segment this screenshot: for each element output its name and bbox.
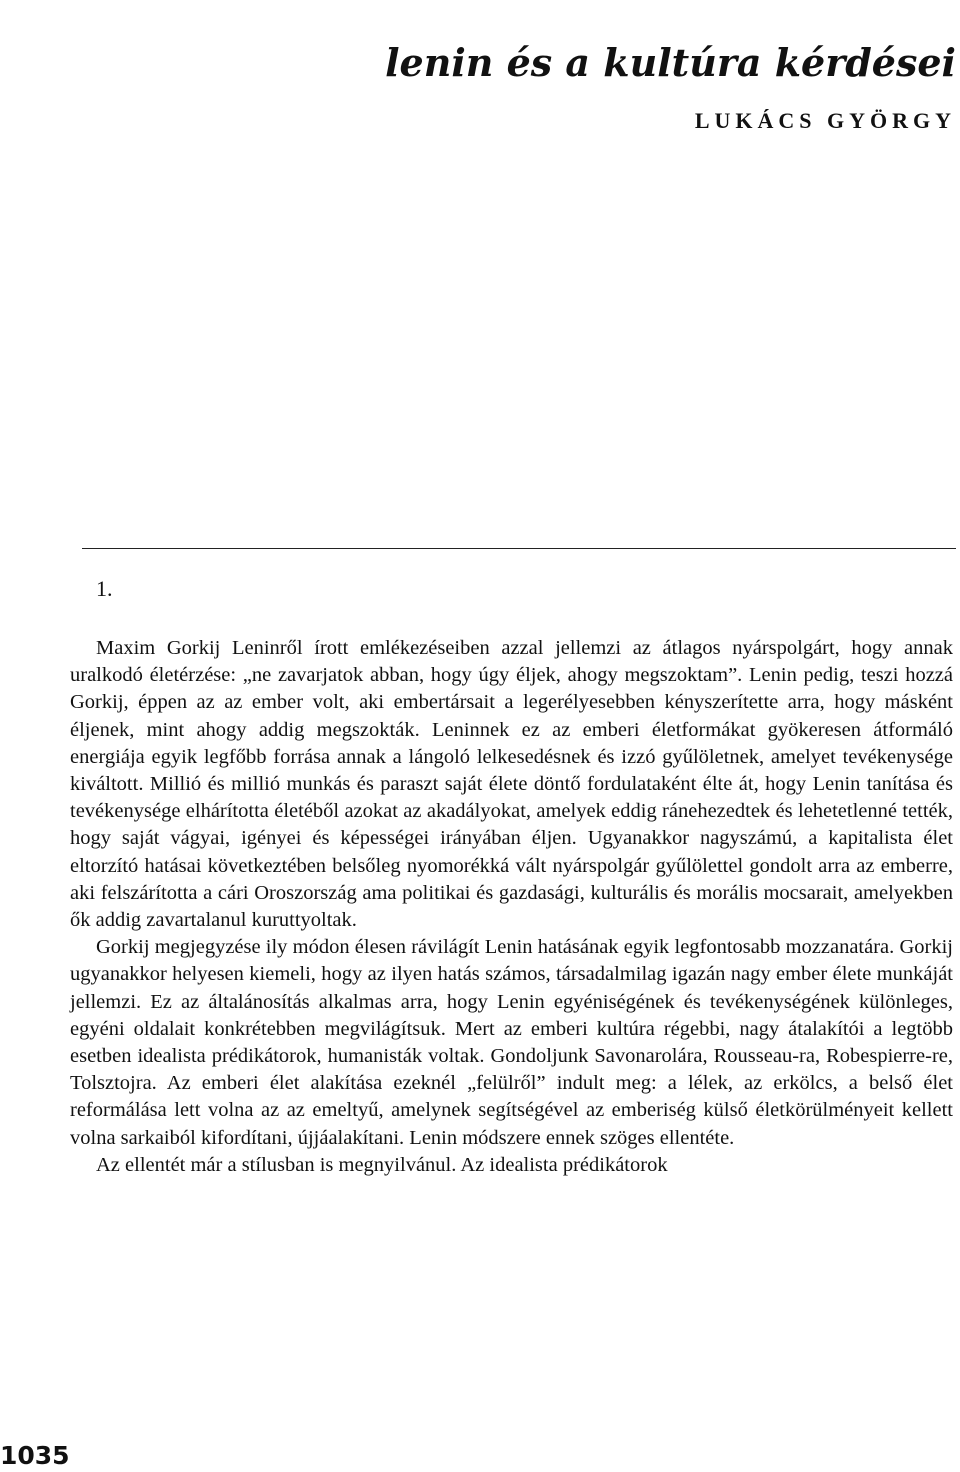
- header-divider: [82, 548, 956, 549]
- article-body: [70, 635, 953, 1179]
- paragraph-2: Gorkij megjegyzése ily módon élesen rávilágít Lenin hatásának egyik legfontosabb mozzanatára. Gorkij ugyanakkor helyesen kiemeli, hogy az ilyen hatás számos, társadalmilag igazán nagy ember élete munkáját jellemzi. Ez az általánosítás alkalmas arra, hogy Lenin egyéniségének és tevékenységének különleges, egyéni oldalait konkrétebben megvilágítsuk. Mert az emberi kultúra régebbi, nagy átalakítói a legtöbb esetben idealista prédikátorok, humanisták voltak. Gondoljunk Savonarolára, Rousseau-ra, Robespierre-re, Tolsztojra. Az emberi élet alakítása ezeknél „felülről” indult meg: a lélek, az erkölcs, a belső élet reformálása lett volna az az emeltyű, amelynek segítségével az emberiség külső életkörülményeit kellett volna sarkaiból kifordítani, újjáalakítani. Lenin módszere ennek szöges ellentéte.: [70, 936, 953, 1149]
- paragraph-1: Maxim Gorkij Leninről írott emlékezéseiben azzal jellemzi az átlagos nyárspolgárt, hogy annak uralkodó életérzése: „ne zavarjatok abban, hogy úgy éljek, ahogy megszoktam”. Lenin pedig, teszi hozzá Gorkij, éppen az az ember volt, aki embertársait a legerélyesebben kényszerítette arra, hogy másként éljenek, mint ahogy addig megszokták. Leninnek ez az emberi életformákat gyökeresen átformáló energiája egyik legfőbb forrása annak a lángoló lelkesedésnek és izzó gyűlöletnek, amelyet tevékenysége kiváltott. Millió és millió munkás és paraszt saját élete döntő fordulataként élte át, hogy Lenin tanítása és tevékenysége elhárította életéből azokat az akadályokat, amelyek eddig ránehezedtek és lehetetlenné tették, hogy saját vágyai, igényei és képességei irányában éljen. Ugyanakkor nagyszámú, a kapitalista élet eltorzító hatásai következtében belsőleg nyomorékká vált nyárspolgár gyűlölettel gondolt arra az emberre, aki felszárította a cári Oroszország ama politikai és gazdasági, kulturális és morális mocsarait, amelyekben ők addig zavartalanul kuruttyoltak.: [70, 637, 953, 932]
- article-author: LUKÁCS GYÖRGY: [694, 108, 956, 133]
- paragraph-3: Az ellentét már a stílusban is megnyilvánul. Az idealista prédikátorok: [96, 1153, 668, 1176]
- article-title: lenin és a kultúra kérdései: [385, 40, 956, 85]
- section-number: 1.: [96, 576, 113, 601]
- page-number: 1035: [0, 1441, 70, 1470]
